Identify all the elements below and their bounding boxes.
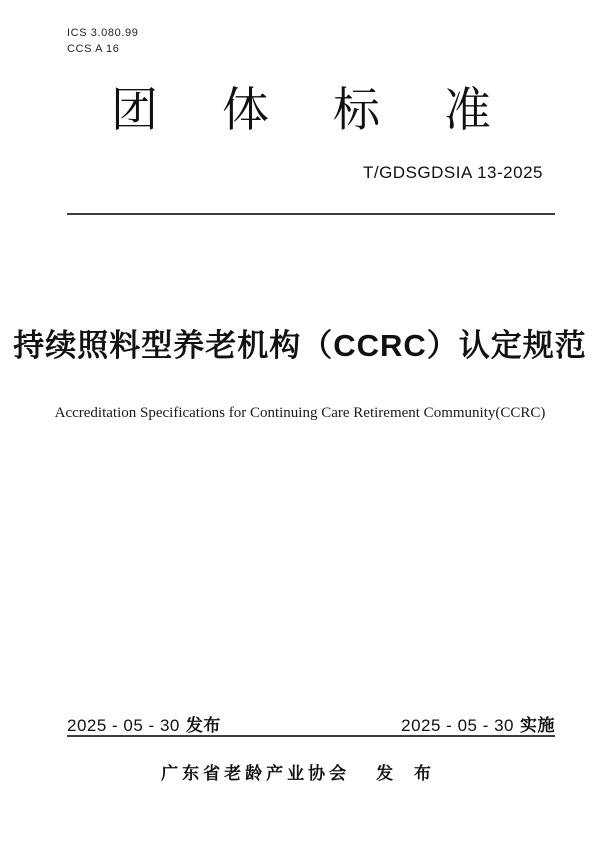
publisher-row bbox=[0, 759, 600, 784]
standard-number: T/GDSGDSIA 13-2025 bbox=[362, 163, 543, 182]
ccs-code: CCS A 16 bbox=[67, 43, 120, 55]
implementation-date bbox=[401, 711, 555, 736]
issue-date-value: 2025 - 05 - 30 bbox=[67, 716, 180, 735]
issue-date bbox=[67, 711, 221, 736]
doc-type-char: 准 bbox=[444, 83, 491, 136]
issue-date-label: 发布 bbox=[185, 716, 221, 735]
doc-type-char: 标 bbox=[333, 83, 380, 136]
dates-row bbox=[67, 711, 555, 736]
document-title-en: Accreditation Specifications for Continuing Care Retirement Community(CCRC) bbox=[54, 405, 546, 421]
publisher-name: 广东省老龄产业协会 bbox=[161, 764, 351, 783]
classification-codes bbox=[67, 25, 138, 57]
doc-type-char: 体 bbox=[222, 83, 269, 136]
doc-type-char: 团 bbox=[111, 83, 158, 136]
ics-code: ICS 3.080.99 bbox=[67, 27, 139, 39]
implementation-date-label: 实施 bbox=[520, 716, 555, 735]
doc-type-title bbox=[111, 84, 491, 136]
document-title-zh: 持续照料型养老机构（CCRC）认定规范 bbox=[13, 328, 587, 363]
publish-label: 发 布 bbox=[376, 764, 439, 783]
implementation-date-value: 2025 - 05 - 30 bbox=[401, 716, 514, 735]
header-divider bbox=[67, 213, 555, 215]
footer-divider bbox=[67, 735, 555, 737]
